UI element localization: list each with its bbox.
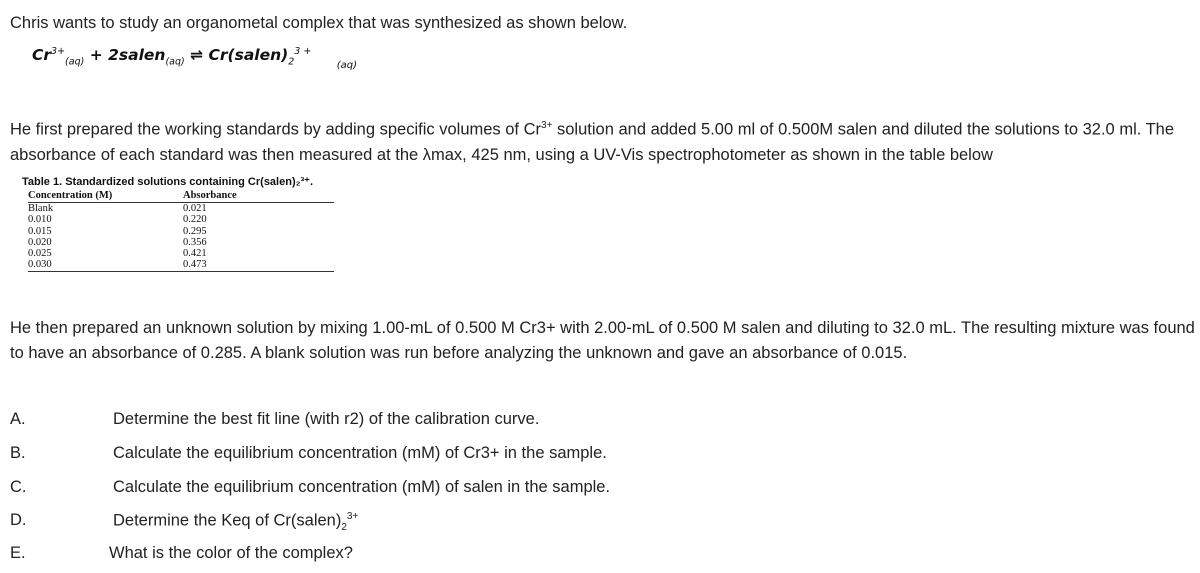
- equation-complex-charge: 3 +: [294, 46, 312, 57]
- para1-part-b: solution and added 5.00 ml of 0.500M salen and diluted the solutions to 32.0 ml. The absorbance of each standard was then measured at the λmax, 425 nm, using a UV-Vis spectrophotometer as shown in the table below: [10, 120, 1175, 164]
- table-row: [28, 203, 334, 215]
- equation-salen: + 2salen: [89, 46, 166, 65]
- para1-superscript: 3+: [541, 120, 553, 131]
- standards-table: [28, 190, 334, 272]
- question-e-text: What is the color of the complex?: [109, 544, 353, 562]
- cell-concentration: 0.025: [28, 248, 52, 260]
- cell-absorbance: 0.421: [183, 248, 207, 260]
- question-letter-b: B.: [10, 444, 26, 462]
- reaction-equation: [32, 46, 358, 72]
- question-letter-c: C.: [10, 478, 27, 496]
- equation-cr-charge: 3+: [51, 46, 66, 57]
- table-row: [28, 259, 334, 271]
- table-row: [28, 248, 334, 259]
- cell-absorbance: 0.220: [183, 214, 207, 226]
- question-letter-d: D.: [10, 511, 27, 529]
- table-header-row: [28, 190, 334, 203]
- table-row: [28, 226, 334, 237]
- cell-concentration: 0.030: [28, 259, 183, 271]
- cell-absorbance: 0.295: [183, 225, 207, 237]
- question-b-text: Calculate the equilibrium concentration (mM) of Cr3+ in the sample.: [113, 444, 607, 462]
- procedure-paragraph: [10, 113, 1195, 168]
- cell-absorbance: 0.473: [183, 259, 334, 271]
- cell-absorbance: 0.021: [183, 203, 207, 214]
- cell-concentration: 0.010: [28, 214, 52, 226]
- para1-part-a: He first prepared the working standards by adding specific volumes of Cr: [10, 120, 542, 139]
- question-c-text: Calculate the equilibrium concentration (mM) of salen in the sample.: [113, 478, 611, 496]
- cell-concentration: Blank: [28, 203, 54, 214]
- table-caption: Table 1. Standardized solutions containing Cr(salen)₂³⁺.: [22, 176, 314, 188]
- cell-absorbance: 0.356: [183, 236, 207, 248]
- equilibrium-arrow: ⇌: [190, 46, 204, 65]
- table-row: [28, 237, 334, 248]
- question-a-text: Determine the best fit line (with r2) of the calibration curve.: [113, 410, 540, 428]
- question-letter-a: A.: [10, 410, 26, 428]
- equation-phase-3: (aq): [336, 60, 358, 72]
- question-d-text: [113, 511, 358, 533]
- equation-complex: Cr(salen): [208, 46, 289, 65]
- question-d-subscript: 2: [341, 521, 347, 533]
- header-concentration: Concentration (M): [28, 190, 183, 203]
- question-letter-e: E.: [10, 544, 26, 562]
- cell-concentration: 0.020: [28, 236, 52, 248]
- equation-phase-1: (aq): [65, 56, 85, 68]
- header-absorbance: Absorbance: [183, 190, 334, 203]
- intro-text: Chris wants to study an organometal complex that was synthesized as shown below.: [10, 14, 628, 32]
- question-d-superscript: 3+: [346, 511, 359, 522]
- equation-phase-2: (aq): [165, 56, 185, 68]
- unknown-paragraph: He then prepared an unknown solution by mixing 1.00-mL of 0.500 M Cr3+ with 2.00-mL of 0.500 M salen and diluting to 32.0 mL. The resulting mixture was found to have an absorbance of 0.285. A blank solution was run before analyzing the unknown and gave an absorbance of 0.015.: [10, 319, 1195, 362]
- equation-subscript-2: 2: [288, 56, 295, 68]
- question-d-main: Determine the Keq of Cr(salen): [113, 511, 342, 530]
- cell-concentration: 0.015: [28, 225, 52, 237]
- equation-cr: Cr: [32, 46, 52, 65]
- table-row: [28, 214, 334, 225]
